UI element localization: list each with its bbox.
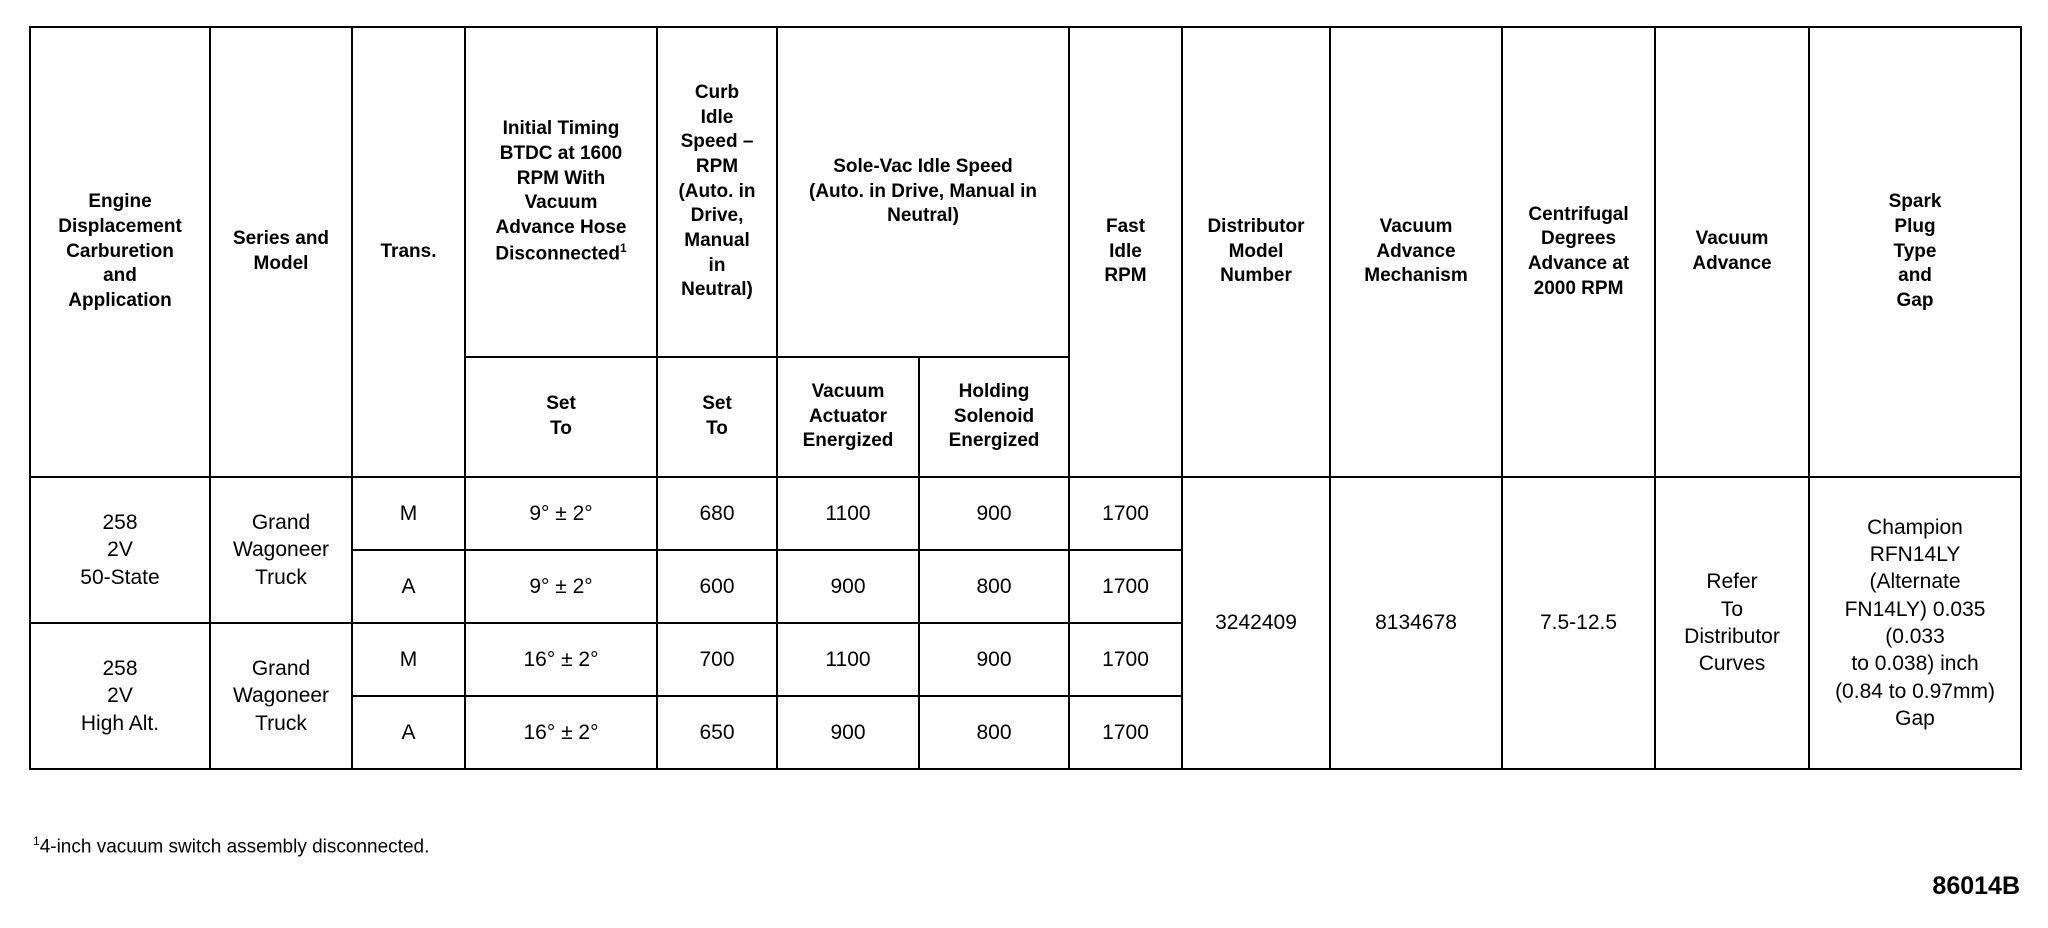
subheader-set-to-timing: Set To — [465, 357, 657, 477]
holding-solenoid-cell: 800 — [919, 550, 1069, 623]
engine-cell: 258 2V 50-State — [30, 477, 210, 623]
timing-cell: 16° ± 2° — [465, 696, 657, 769]
holding-solenoid-cell: 800 — [919, 696, 1069, 769]
series-model-cell: Grand Wagoneer Truck — [210, 477, 352, 623]
header-fast-idle: Fast Idle RPM — [1069, 27, 1182, 477]
trans-cell: A — [352, 696, 465, 769]
holding-solenoid-cell: 900 — [919, 477, 1069, 550]
fast-idle-cell: 1700 — [1069, 696, 1182, 769]
header-initial-timing — [465, 27, 657, 357]
table-row — [30, 477, 2021, 550]
vacuum-actuator-cell: 1100 — [777, 477, 919, 550]
figure-id: 86014B — [1932, 872, 2020, 900]
distributor-model-cell: 3242409 — [1182, 477, 1330, 769]
trans-cell: M — [352, 623, 465, 696]
footnote-number: 1 — [33, 834, 40, 848]
header-vacuum-advance-mechanism: Vacuum Advance Mechanism — [1330, 27, 1502, 477]
header-engine: Engine Displacement Carburetion and Application — [30, 27, 210, 477]
timing-cell: 16° ± 2° — [465, 623, 657, 696]
header-trans: Trans. — [352, 27, 465, 477]
subheader-set-to-curb: Set To — [657, 357, 777, 477]
spark-plug-cell: Champion RFN14LY (Alternate FN14LY) 0.035 (0.033 to 0.038) inch (0.84 to 0.97mm) Gap — [1809, 477, 2021, 769]
trans-cell: A — [352, 550, 465, 623]
curb-idle-cell: 650 — [657, 696, 777, 769]
timing-cell: 9° ± 2° — [465, 477, 657, 550]
vacuum-advance-mechanism-cell: 8134678 — [1330, 477, 1502, 769]
header-spark-plug: Spark Plug Type and Gap — [1809, 27, 2021, 477]
fast-idle-cell: 1700 — [1069, 623, 1182, 696]
header-distributor-model: Distributor Model Number — [1182, 27, 1330, 477]
vacuum-actuator-cell: 900 — [777, 696, 919, 769]
holding-solenoid-cell: 900 — [919, 623, 1069, 696]
footnote — [33, 834, 429, 858]
header-series-model: Series and Model — [210, 27, 352, 477]
header-row — [30, 27, 2021, 357]
vacuum-advance-cell: Refer To Distributor Curves — [1655, 477, 1809, 769]
curb-idle-cell: 700 — [657, 623, 777, 696]
header-vacuum-advance: Vacuum Advance — [1655, 27, 1809, 477]
specifications-table — [29, 26, 2022, 770]
vacuum-actuator-cell: 1100 — [777, 623, 919, 696]
fast-idle-cell: 1700 — [1069, 550, 1182, 623]
footnote-text: 4-inch vacuum switch assembly disconnected. — [39, 836, 430, 858]
vacuum-actuator-cell: 900 — [777, 550, 919, 623]
subheader-holding-solenoid: Holding Solenoid Energized — [919, 357, 1069, 477]
engine-cell: 258 2V High Alt. — [30, 623, 210, 769]
trans-cell: M — [352, 477, 465, 550]
header-curb-idle: Curb Idle Speed – RPM (Auto. in Drive, Manual in Neutral) — [657, 27, 777, 357]
header-initial-timing-label: Initial Timing BTDC at 1600 RPM With Vacuum Advance Hose Disconnected — [495, 118, 627, 265]
header-sole-vac: Sole-Vac Idle Speed (Auto. in Drive, Manual in Neutral) — [777, 27, 1069, 357]
header-centrifugal: Centrifugal Degrees Advance at 2000 RPM — [1502, 27, 1655, 477]
fast-idle-cell: 1700 — [1069, 477, 1182, 550]
timing-cell: 9° ± 2° — [465, 550, 657, 623]
subheader-vacuum-actuator: Vacuum Actuator Energized — [777, 357, 919, 477]
centrifugal-cell: 7.5-12.5 — [1502, 477, 1655, 769]
curb-idle-cell: 600 — [657, 550, 777, 623]
series-model-cell: Grand Wagoneer Truck — [210, 623, 352, 769]
curb-idle-cell: 680 — [657, 477, 777, 550]
footnote-mark: 1 — [619, 240, 627, 255]
